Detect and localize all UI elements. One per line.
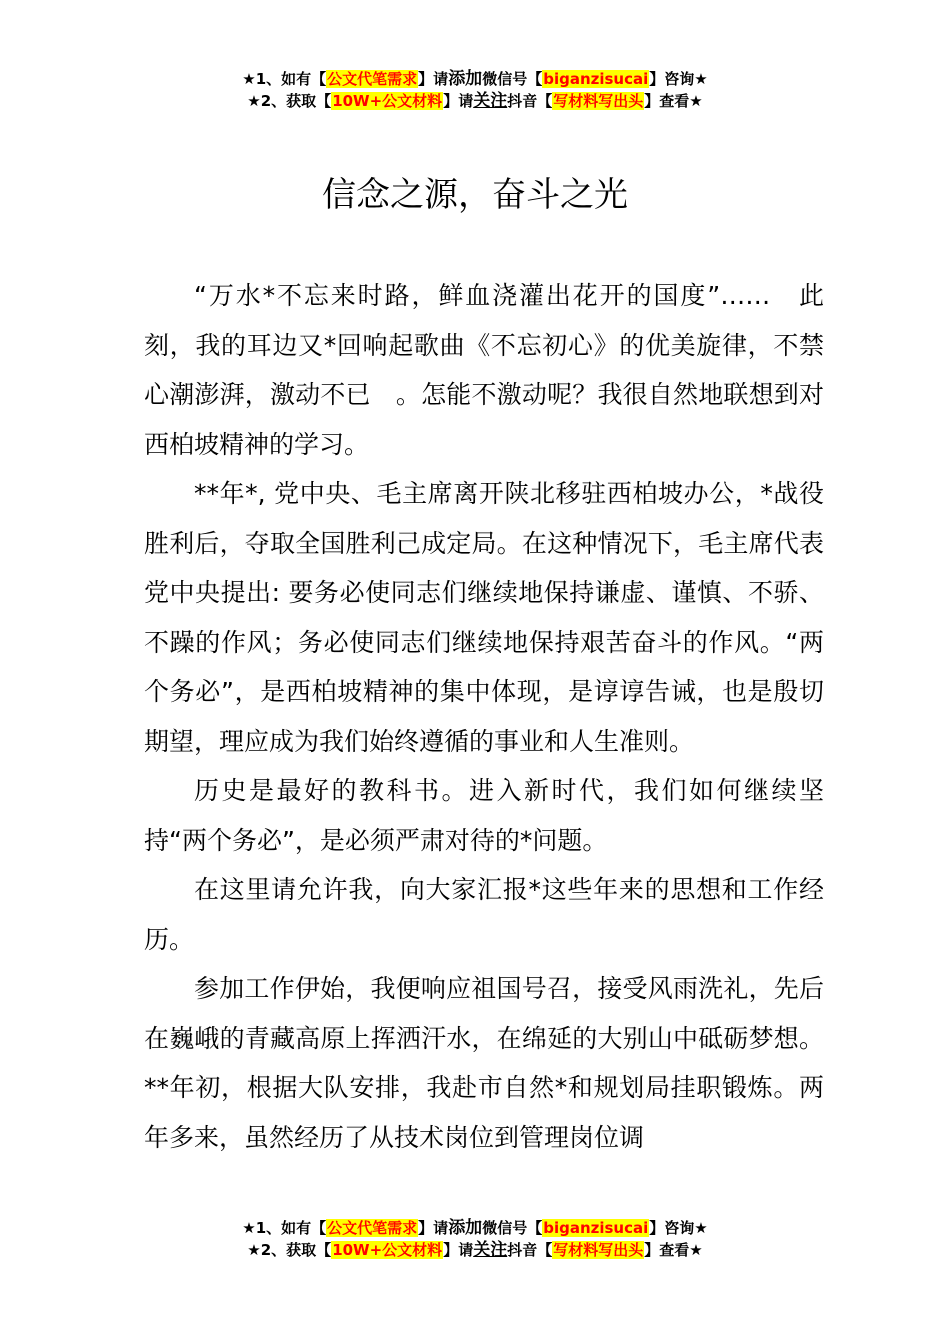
body-paragraph-1: “万水*不忘来时路，鲜血浇灌出花开的国度”…… 此刻，我的耳边又*回响起歌曲《不忘初心》的优美旋律，不禁心潮澎湃，激动不已 。怎能不激动呢？我很自然地联想到对西柏坡精神的学习。 [144, 281, 824, 459]
promo-line-2-suffix: 】查看★ [644, 92, 703, 110]
promo-highlight-douyin-account: 写材料写出头 [553, 1241, 644, 1259]
body-paragraph-4: 在这里请允许我，向大家汇报*这些年来的思想和工作经历。 [144, 875, 824, 954]
promo-line-1-text: 微信号【 [482, 1219, 543, 1237]
promo-highlight-materials: 10W+公文材料 [332, 92, 443, 110]
promo-highlight-wechat-id: biganzisucai [543, 1219, 649, 1237]
promo-line-2-prefix: ★2、获取【 [247, 92, 332, 110]
promo-highlight-wechat-id: biganzisucai [543, 70, 649, 88]
promo-line-1-emphasis: 添加 [448, 69, 483, 89]
promo-line-1 [0, 1217, 950, 1239]
promo-line-2-text: 】请 [443, 1241, 474, 1259]
promo-highlight-service: 公文代笔需求 [327, 1219, 418, 1237]
promo-line-2-suffix: 】查看★ [644, 1241, 703, 1259]
document-title: 信念之源，奋斗之光 [322, 175, 628, 215]
promo-line-2-emphasis: 关注 [473, 91, 508, 111]
promo-line-1-prefix: ★1、如有【 [242, 70, 327, 88]
promo-line-2 [0, 90, 950, 112]
promo-line-2 [0, 1239, 950, 1261]
promo-line-2-emphasis: 关注 [473, 1240, 508, 1260]
promo-line-2-text: 抖音【 [507, 1241, 553, 1259]
promo-line-2-text: 抖音【 [507, 92, 553, 110]
body-paragraph-2: **年*, 党中央、毛主席离开陕北移驻西柏坡办公，*战役胜利后，夺取全国胜利己成定局。在这种情况下，毛主席代表党中央提出: 要务必使同志们继续地保持谦虚、谨慎、不骄、不躁的作风；务必使同志们继续地保持艰苦奋斗的作风。“两个务必”，是西柏坡精神的集中体现，是谆谆告诫，也是殷切期望，理应成为我们始终遵循的事业和人生准则。 [144, 479, 824, 756]
promo-line-1-text: 】请 [418, 70, 449, 88]
promo-highlight-service: 公文代笔需求 [327, 70, 418, 88]
promo-line-1-suffix: 】咨询★ [649, 1219, 708, 1237]
promo-highlight-douyin-account: 写材料写出头 [553, 92, 644, 110]
promo-line-1-emphasis: 添加 [448, 1218, 483, 1238]
footer-promo-banner [0, 1217, 950, 1261]
document-body [144, 271, 824, 1162]
promo-line-1-text: 】请 [418, 1219, 449, 1237]
promo-highlight-materials: 10W+公文材料 [332, 1241, 443, 1259]
promo-line-1-suffix: 】咨询★ [649, 70, 708, 88]
promo-line-1-prefix: ★1、如有【 [242, 1219, 327, 1237]
promo-line-2-text: 】请 [443, 92, 474, 110]
promo-line-1 [0, 68, 950, 90]
header-promo-banner [0, 68, 950, 112]
promo-line-1-text: 微信号【 [482, 70, 543, 88]
promo-line-2-prefix: ★2、获取【 [247, 1241, 332, 1259]
body-paragraph-3: 历史是最好的教科书。进入新时代，我们如何继续坚持“两个务必”，是必须严肃对待的*问题。 [144, 776, 824, 855]
body-paragraph-5: 参加工作伊始，我便响应祖国号召，接受风雨洗礼，先后在巍峨的青藏高原上挥洒汗水，在绵延的大别山中砥砺梦想。**年初，根据大队安排，我赴市自然*和规划局挂职锻炼。两年多来，虽然经历了从技术岗位到管理岗位调 [144, 974, 824, 1152]
